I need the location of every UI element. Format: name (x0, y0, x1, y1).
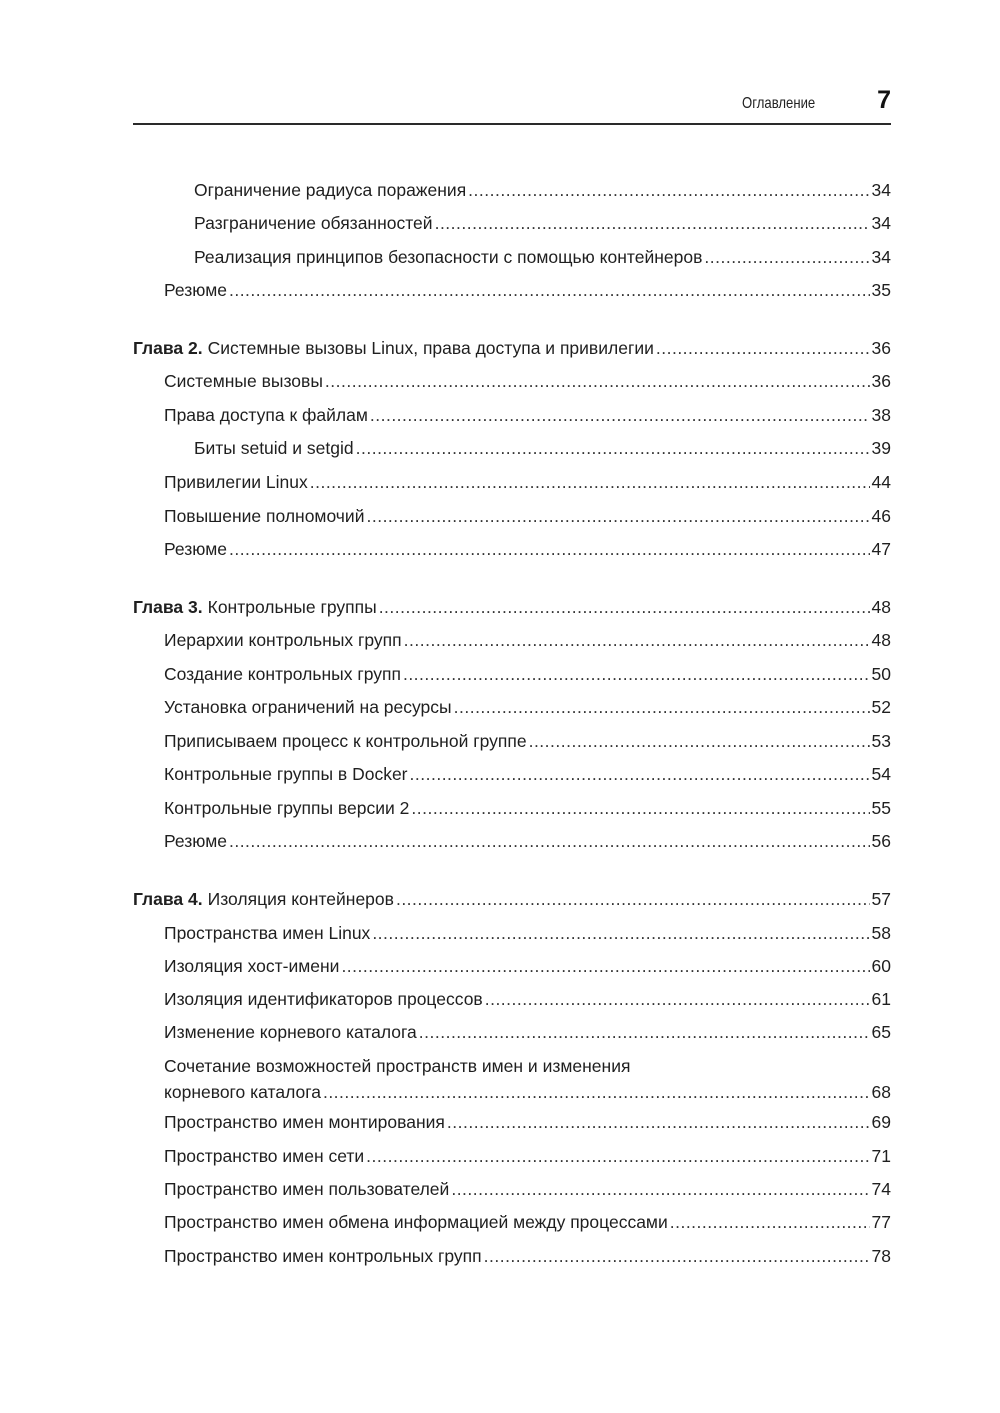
toc-entry-title-continuation: корневого каталога (164, 1082, 321, 1102)
toc-entry[interactable] (164, 1243, 891, 1269)
leader-dots (372, 920, 869, 946)
toc-entry[interactable] (164, 953, 891, 979)
chapter-title: Изоляция контейнеров (207, 889, 394, 909)
leader-dots (229, 828, 870, 854)
toc-entry-page: 68 (871, 1082, 891, 1102)
toc-entry-page: 65 (871, 1022, 891, 1042)
toc-entry[interactable] (164, 694, 891, 720)
toc-entry-title: Права доступа к файлам (164, 405, 368, 425)
toc-entry[interactable] (164, 1019, 891, 1045)
toc-entry-title: Резюме (164, 831, 227, 851)
toc-chapter-3[interactable] (133, 594, 891, 620)
toc-entry[interactable] (164, 920, 891, 946)
toc-entry[interactable] (164, 728, 891, 754)
toc-entry-page: 71 (871, 1146, 891, 1166)
header-rule (133, 123, 891, 125)
toc-entry[interactable] (164, 661, 891, 687)
toc-entry[interactable] (194, 244, 891, 270)
toc-entry-title: Иерархии контрольных групп (164, 630, 402, 650)
toc-entry[interactable] (164, 503, 891, 529)
toc-entry-title: Установка ограничений на ресурсы (164, 697, 452, 717)
toc-entry[interactable] (164, 761, 891, 787)
leader-dots (410, 761, 870, 787)
toc-entry-title: Контрольные группы в Docker (164, 764, 408, 784)
toc-entry-page: 44 (871, 472, 891, 492)
chapter-title: Системные вызовы Linux, права доступа и привилегии (207, 338, 654, 358)
toc-entry[interactable] (164, 1109, 891, 1135)
toc-chapter-2[interactable] (133, 335, 891, 361)
toc-entry-page: 34 (871, 213, 891, 233)
toc-entry-title: Сочетание возможностей пространств имен и изменения (164, 1056, 631, 1076)
toc-entry-page: 36 (871, 338, 891, 358)
toc-entry[interactable] (164, 536, 891, 562)
toc-entry-page: 39 (871, 438, 891, 458)
toc-entry-page: 53 (871, 731, 891, 751)
toc-entry-page: 60 (871, 956, 891, 976)
toc-entry-title: Резюме (164, 280, 227, 300)
leader-dots (451, 1176, 869, 1202)
toc-entry-page: 47 (871, 539, 891, 559)
leader-dots (229, 536, 870, 562)
leader-dots (670, 1209, 870, 1235)
toc-entry-title: Разграничение обязанностей (194, 213, 433, 233)
toc-entry[interactable] (194, 435, 891, 461)
running-header-title: Оглавление (741, 95, 815, 112)
leader-dots (366, 1143, 869, 1169)
toc-entry[interactable] (164, 1053, 891, 1105)
leader-dots (325, 368, 870, 394)
toc-entry-page: 54 (871, 764, 891, 784)
toc-entry-title: Контрольные группы версии 2 (164, 798, 410, 818)
leader-dots (356, 435, 870, 461)
leader-dots (411, 795, 869, 821)
toc-entry-title: Пространство имен обмена информацией между процессами (164, 1212, 668, 1232)
toc-entry-page: 46 (871, 506, 891, 526)
leader-dots (454, 694, 870, 720)
leader-dots (485, 986, 870, 1012)
toc-chapter-4[interactable] (133, 886, 891, 912)
leader-dots (396, 886, 870, 912)
toc-entry-title: Привилегии Linux (164, 472, 308, 492)
toc-entry-title: Пространство имен монтирования (164, 1112, 445, 1132)
toc-entry-title: Создание контрольных групп (164, 664, 401, 684)
running-header (133, 86, 891, 122)
toc-entry-page: 58 (871, 923, 891, 943)
toc-entry-page: 48 (871, 630, 891, 650)
leader-dots (379, 594, 870, 620)
leader-dots (310, 469, 870, 495)
toc-entry[interactable] (164, 469, 891, 495)
toc-entry-page: 61 (871, 989, 891, 1009)
toc-entry-page: 74 (871, 1179, 891, 1199)
toc-entry-page: 48 (871, 597, 891, 617)
leader-dots (447, 1109, 870, 1135)
toc-entry[interactable] (164, 627, 891, 653)
toc-entry-page: 55 (871, 798, 891, 818)
leader-dots (435, 210, 870, 236)
leader-dots (366, 503, 869, 529)
chapter-label: Глава 2. (133, 338, 203, 358)
leader-dots (419, 1019, 870, 1045)
toc-entry[interactable] (194, 210, 891, 236)
toc-entry-page: 50 (871, 664, 891, 684)
leader-dots (229, 277, 870, 303)
leader-dots (484, 1243, 870, 1269)
leader-dots (656, 335, 870, 361)
toc-entry[interactable] (164, 277, 891, 303)
toc-entry-title: Приписываем процесс к контрольной группе (164, 731, 527, 751)
toc-entry[interactable] (164, 986, 891, 1012)
page-number: 7 (877, 86, 891, 114)
toc-entry-title: Пространство имен контрольных групп (164, 1246, 482, 1266)
toc-entry[interactable] (164, 1143, 891, 1169)
toc-entry-title: Пространство имен сети (164, 1146, 365, 1166)
leader-dots (704, 244, 869, 270)
leader-dots (370, 402, 870, 428)
chapter-label: Глава 3. (133, 597, 203, 617)
toc-entry-page: 57 (871, 889, 891, 909)
toc-entry-page: 34 (871, 180, 891, 200)
leader-dots (468, 177, 869, 203)
toc-entry[interactable] (164, 402, 891, 428)
toc-entry-title: Изоляция хост-имени (164, 956, 340, 976)
toc-entry-page: 35 (871, 280, 891, 300)
toc-entry-page: 36 (871, 371, 891, 391)
toc-entry-page: 52 (871, 697, 891, 717)
chapter-label: Глава 4. (133, 889, 203, 909)
toc-entry-title: Ограничение радиуса поражения (194, 180, 467, 200)
toc-entry-page: 77 (871, 1212, 891, 1232)
toc-entry[interactable] (164, 1176, 891, 1202)
leader-dots (341, 953, 869, 979)
toc-entry[interactable] (164, 1209, 891, 1235)
toc-entry[interactable] (164, 368, 891, 394)
toc-entry-page: 69 (871, 1112, 891, 1132)
toc-entry-page: 56 (871, 831, 891, 851)
leader-dots (403, 661, 870, 687)
toc-entry-title: Биты setuid и setgid (194, 438, 354, 458)
toc-entry-title: Пространства имен Linux (164, 923, 371, 943)
toc-entry-page: 38 (871, 405, 891, 425)
toc-entry-title: Повышение полномочий (164, 506, 365, 526)
toc-entry-title: Реализация принципов безопасности с помощью контейнеров (194, 247, 703, 267)
toc-entry[interactable] (164, 795, 891, 821)
leader-dots (323, 1079, 870, 1105)
toc-entry-title: Изоляция идентификаторов процессов (164, 989, 483, 1009)
toc-entry-title: Системные вызовы (164, 371, 323, 391)
toc-entry-page: 34 (871, 247, 891, 267)
toc-entry-title: Резюме (164, 539, 227, 559)
toc-entry[interactable] (164, 828, 891, 854)
toc-entry-title: Изменение корневого каталога (164, 1022, 417, 1042)
chapter-title: Контрольные группы (207, 597, 377, 617)
leader-dots (529, 728, 870, 754)
toc-entry[interactable] (194, 177, 891, 203)
leader-dots (404, 627, 870, 653)
toc-entry-title: Пространство имен пользователей (164, 1179, 450, 1199)
toc-entry-page: 78 (871, 1246, 891, 1266)
